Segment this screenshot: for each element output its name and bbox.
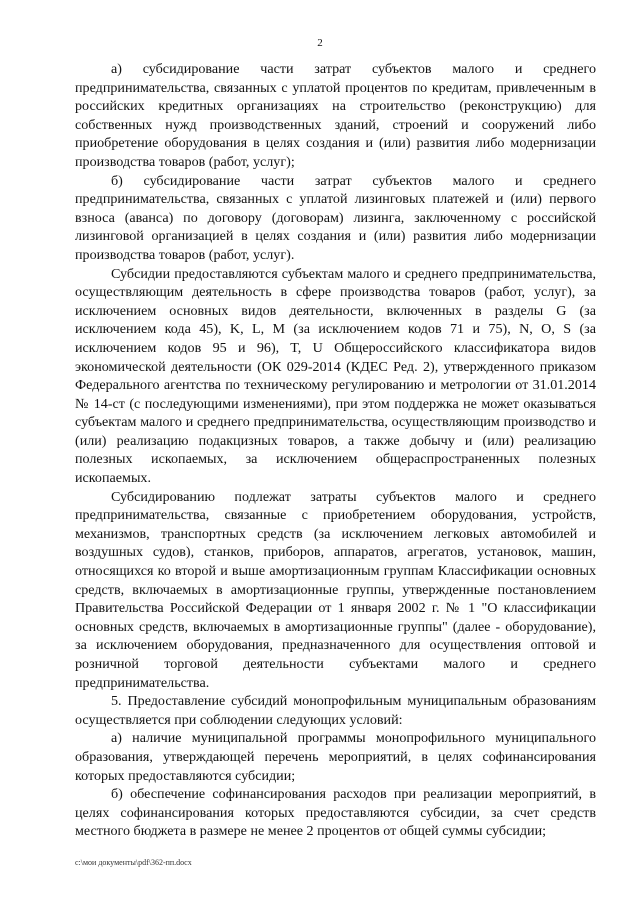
document-body <box>75 60 596 841</box>
footer-file-path: c:\мои документы\pdf\362-пп.docx <box>75 858 192 867</box>
paragraph-subsidy-credit-interest: а) субсидирование части затрат субъектов малого и среднего предпринимательства, связанных с уплатой процентов по кредитам, привлеченным в российских кредитных организациях на строительство (реконструкцию) для собственных нужд производственных зданий, строений и сооружений либо приобретение оборудования в целях создания и (или) развития либо модернизации производства товаров (работ, услуг); <box>75 61 596 170</box>
paragraph-condition-a: а) наличие муниципальной программы монопрофильного муниципального образования, утверждающей перечень мероприятий, в целях софинансирования которых предоставляются субсидии; <box>75 730 596 784</box>
paragraph-subsidy-recipients: Субсидии предоставляются субъектам малого и среднего предпринимательства, осуществляющим деятельность в сфере производства товаров (работ, услуг), за исключением основных видов деятельности, включенных в разделы G (за исключением кода 45), K, L, M (за исключением кодов 71 и 75), N, O, S (за исключением кодов 95 и 96), T, U Общероссийского классификатора видов экономической деятельности (ОК 029-2014 (КДЕС Ред. 2), утвержденного приказом Федерального агентства по техническому регулированию и метрологии от 31.01.2014 № 14-ст (с последующими изменениями), при этом поддержка не может оказываться субъектам малого и среднего предпринимательства, осуществляющим производство и (или) реализацию подакцизных товаров, а также добычу и (или) реализацию полезных ископаемых, за исключением общераспространенных полезных ископаемых. <box>75 265 596 487</box>
paragraph-subsidized-costs: Субсидированию подлежат затраты субъектов малого и среднего предпринимательства, связанные с приобретением оборудования, устройств, механизмов, транспортных средств (за исключением легковых автомобилей и воздушных судов), станков, приборов, аппаратов, агрегатов, установок, машин, относящихся ко второй и выше амортизационным группам Классификации основных средств, включаемых в амортизационные группы, утвержденные постановлением Правительства Российской Федерации от 1 января 2002 г. № 1 "О классификации основных средств, включаемых в амортизационные группы" (далее - оборудование), за исключением оборудования, предназначенного для осуществления оптовой и розничной торговой деятельности субъектами малого и среднего предпринимательства. <box>75 488 596 691</box>
paragraph-condition-b: б) обеспечение софинансирования расходов при реализации мероприятий, в целях софинансирования которых предоставляются субсидии, за счет средств местного бюджета в размере не менее 2 процентов от общей суммы субсидии; <box>75 786 596 840</box>
paragraph-conditions-intro: 5. Предоставление субсидий монопрофильным муниципальным образованиям осуществляется при соблюдении следующих условий: <box>75 693 596 728</box>
page-number: 2 <box>317 37 323 49</box>
paragraph-subsidy-leasing: б) субсидирование части затрат субъектов малого и среднего предпринимательства, связанных с уплатой лизинговых платежей и (или) первого взноса (аванса) по договору (договорам) лизинга, заключенному с российской лизинговой организацией в целях создания и (или) развития либо модернизации производства товаров (работ, услуг). <box>75 172 596 263</box>
